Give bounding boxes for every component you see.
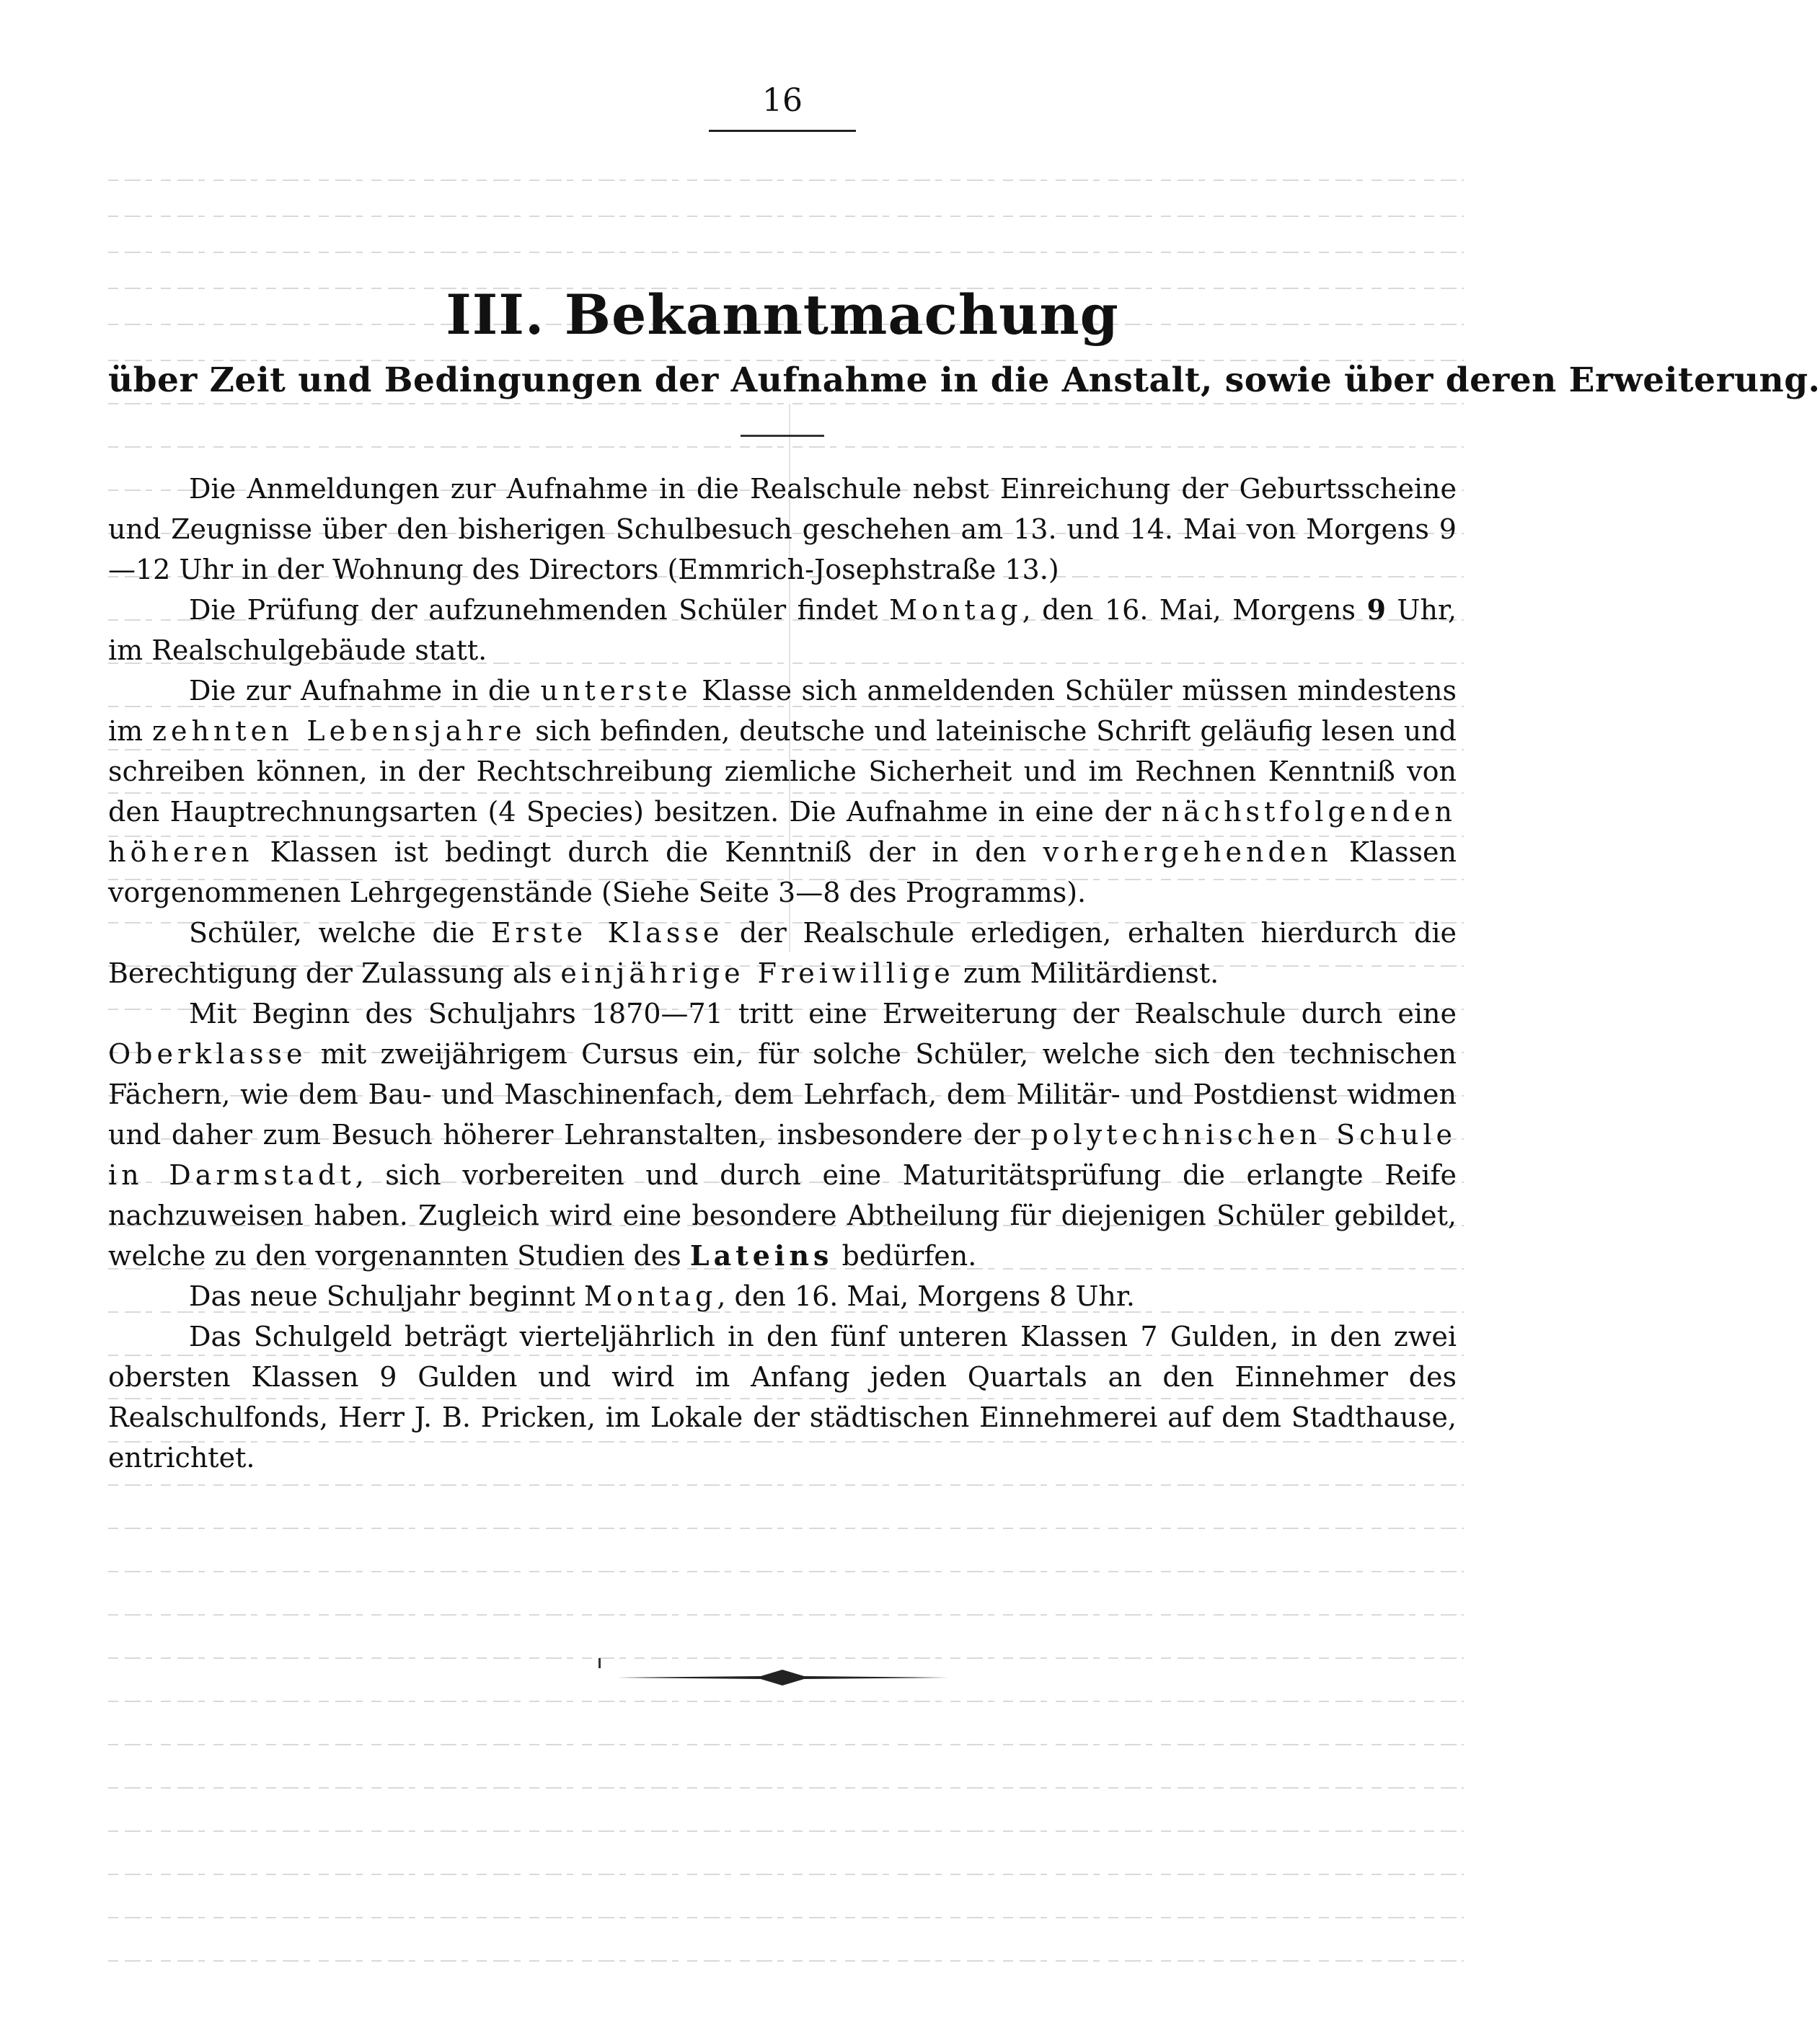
text-segment: , sich vorbereiten und durch eine Maturitätsprüfung die erlangte Reife nachzuweisen haben. Zugleich wird eine besondere Abtheilung für diejenigen Schüler gebildet, welche zu den vorgenannten Studien des xyxy=(108,1159,1457,1272)
paragraph-school-expansion xyxy=(108,993,1457,1276)
paragraph-admission-requirements xyxy=(108,670,1457,913)
spaced-emphasis: nächstfolgenden höheren xyxy=(108,796,1457,868)
paragraph-military-entitlement xyxy=(108,913,1457,993)
paragraph-school-year-start xyxy=(108,1276,1457,1316)
text-segment: Uhr, im Realschulgebäude statt. xyxy=(108,594,1457,666)
spaced-emphasis: Oberklasse xyxy=(108,1038,307,1070)
text-segment: mit zweijährigem Cursus ein, für solche Schüler, welche sich den technischen Fächern, wie dem Bau- und Maschinenfach, dem Lehrfach, dem Militär- und Postdienst widmen und daher zum Besuch höherer Lehranstalten, insbesondere der xyxy=(108,1038,1457,1151)
spaced-emphasis: Montag xyxy=(889,594,1022,626)
section-title: III. Bekanntmachung xyxy=(446,283,1119,347)
page-number-rule xyxy=(709,130,856,132)
text-segment: Klassen ist bedingt durch die Kenntniß der in den xyxy=(253,836,1043,868)
text-segment: , den 16. Mai, Morgens xyxy=(1022,594,1367,626)
page-number: 16 xyxy=(762,82,803,119)
spaced-emphasis: polytechnischen Schule in Darmstadt xyxy=(108,1119,1457,1191)
end-ornament xyxy=(617,1667,948,1688)
text-segment: der Realschule erledigen, erhalten hierdurch die Berechtigung der Zulassung als xyxy=(108,917,1457,989)
spaced-emphasis: Erste Klasse xyxy=(490,917,724,949)
text-segment: bedürfen. xyxy=(833,1240,977,1272)
text-segment: zum Militärdienst. xyxy=(954,957,1219,989)
spaced-emphasis: zehnten Lebensjahre xyxy=(151,715,526,747)
spaced-emphasis: Lateins xyxy=(689,1239,834,1272)
text-segment: Die zur Aufnahme in die xyxy=(189,675,541,707)
text-segment: Mit Beginn des Schuljahrs 1870—71 tritt eine Erweiterung der Realschule durch eine xyxy=(189,998,1457,1029)
text-segment: Das Schulgeld beträgt vierteljährlich in den fünf unteren Klassen 7 Gulden, in den zwei obersten Klassen 9 Gulden und wird im Anfang jeden Quartals an den Einnehmer des Realschulfonds, Herr J. B. Pricken, im Lokale der städtischen Einnehmerei auf dem Stadthause, entrichtet. xyxy=(108,1321,1457,1474)
paragraph-school-fees xyxy=(108,1316,1457,1478)
text-segment: Die Anmeldungen zur Aufnahme in die Realschule nebst Einreichung der Geburtsscheine und Zeugnisse über den bisherigen Schulbesuch geschehen am 13. und 14. Mai von Morgens 9—12 Uhr in der Wohnung des Directors (Emmrich-Josephstraße 13.) xyxy=(108,473,1457,585)
paragraph-registration xyxy=(108,469,1457,590)
paragraph-examination xyxy=(108,590,1457,670)
title-rule xyxy=(741,435,824,437)
spaced-emphasis: Montag xyxy=(583,1280,717,1312)
text-segment: Klasse sich anmeldenden Schüler müssen mindestens im xyxy=(108,675,1457,747)
body-text xyxy=(108,469,1457,1478)
spaced-emphasis: unterste xyxy=(540,675,692,707)
text-segment: Klassen vorgenommenen Lehrgegenstände (Siehe Seite 3—8 des Programms). xyxy=(108,836,1457,908)
spaced-emphasis: einjährige Freiwillige xyxy=(560,957,955,989)
text-segment: sich befinden, deutsche und lateinische Schrift geläufig lesen und schreiben können, in der Rechtschreibung ziemliche Sicherheit und im Rechnen Kenntniß von den Hauptrechnungsarten (4 Species) besitzen. Die Aufnahme in eine der xyxy=(108,715,1457,828)
spaced-emphasis: vorhergehenden xyxy=(1043,836,1333,868)
text-segment: , den 16. Mai, Morgens 8 Uhr. xyxy=(717,1280,1135,1312)
section-subtitle: über Zeit und Bedingungen der Aufnahme in die Anstalt, sowie über deren Erweiterung. xyxy=(108,360,1820,400)
text-segment: Das neue Schuljahr beginnt xyxy=(189,1280,584,1312)
text-segment: Die Prüfung der aufzunehmenden Schüler findet xyxy=(189,594,890,626)
print-mark xyxy=(598,1658,601,1668)
text-segment: Schüler, welche die xyxy=(189,917,491,949)
document-page xyxy=(108,79,1820,1688)
bold-emphasis: 9 xyxy=(1366,593,1386,626)
